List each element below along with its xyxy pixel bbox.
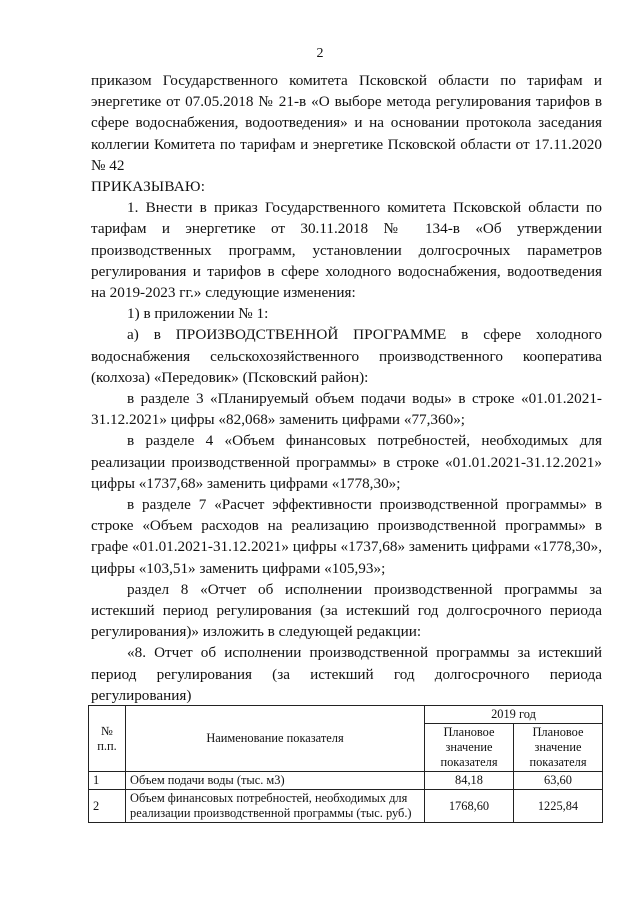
table-row: [89, 772, 603, 790]
document-body: [91, 70, 602, 706]
report-table: [88, 705, 603, 823]
paragraph-appendix: 1) в приложении № 1:: [127, 305, 269, 323]
col-header-num: № п.п.: [89, 706, 126, 772]
col-header-plan-2: Плановое значение показателя: [514, 724, 603, 772]
row-name: Объем подачи воды (тыс. м3): [126, 772, 425, 790]
col-header-plan-1: Плановое значение показателя: [425, 724, 514, 772]
paragraph-section4: в разделе 4 «Объем финансовых потребностей, необходимых для реализации производственной программы» в строке «01.01.2021-31.12.2021» цифры «1737,68» заменить цифрами «1778,30»;: [91, 432, 602, 492]
row-num: 1: [89, 772, 126, 790]
col-header-year: 2019 год: [425, 706, 603, 724]
page-number: 2: [316, 46, 324, 61]
order-word: ПРИКАЗЫВАЮ:: [91, 178, 206, 196]
col-header-name: Наименование показателя: [126, 706, 425, 772]
report-table-wrapper: [88, 705, 603, 823]
table-row: [89, 790, 603, 823]
paragraph-section7: в разделе 7 «Расчет эффективности производственной программы» в строке «Объем расходов на реализацию производственной программы» в графе «01.01.2021-31.12.2021» цифры «1737,68» заменить цифрами «1778,30», цифры «103,51» заменить цифрами «105,93»;: [91, 496, 602, 577]
row-name: Объем финансовых потребностей, необходимых для реализации производственной программы (тыс. руб.): [126, 790, 425, 823]
row-value-2: 63,60: [514, 772, 603, 790]
row-value-1: 84,18: [425, 772, 514, 790]
paragraph-amend: 1. Внести в приказ Государственного комитета Псковской области по тарифам и энергетике от 30.11.2018 № 134-в «Об утверждении производственных программ, установлении долгосрочных параметров регулирования и тарифов в сфере холодного водоснабжения, водоотведения на 2019-2023 гг.» следующие изменения:: [91, 199, 602, 302]
paragraph-basis: приказом Государственного комитета Псковской области по тарифам и энергетике от 07.05.2018 № 21-в «О выборе метода регулирования тарифов в сфере водоснабжения, водоотведения» и на основании протокола заседания коллегии Комитета по тарифам и энергетике Псковской области от 17.11.2020 № 42: [91, 72, 602, 174]
paragraph-section3: в разделе 3 «Планируемый объем подачи воды» в строке «01.01.2021-31.12.2021» цифры «82,068» заменить цифрами «77,360»;: [91, 390, 602, 429]
row-num: 2: [89, 790, 126, 823]
paragraph-report-title: «8. Отчет об исполнении производственной программы за истекший период регулирования (за истекший год долгосрочного периода регулирования): [91, 644, 602, 704]
paragraph-program: а) в ПРОИЗВОДСТВЕННОЙ ПРОГРАММЕ в сфере холодного водоснабжения сельскохозяйственного производственного кооператива (колхоза) «Передовик» (Псковский район):: [91, 326, 602, 386]
row-value-1: 1768,60: [425, 790, 514, 823]
row-value-2: 1225,84: [514, 790, 603, 823]
paragraph-section8: раздел 8 «Отчет об исполнении производственной программы за истекший период регулирования (за истекший год долгосрочного периода регулирования)» изложить в следующей редакции:: [91, 580, 602, 641]
